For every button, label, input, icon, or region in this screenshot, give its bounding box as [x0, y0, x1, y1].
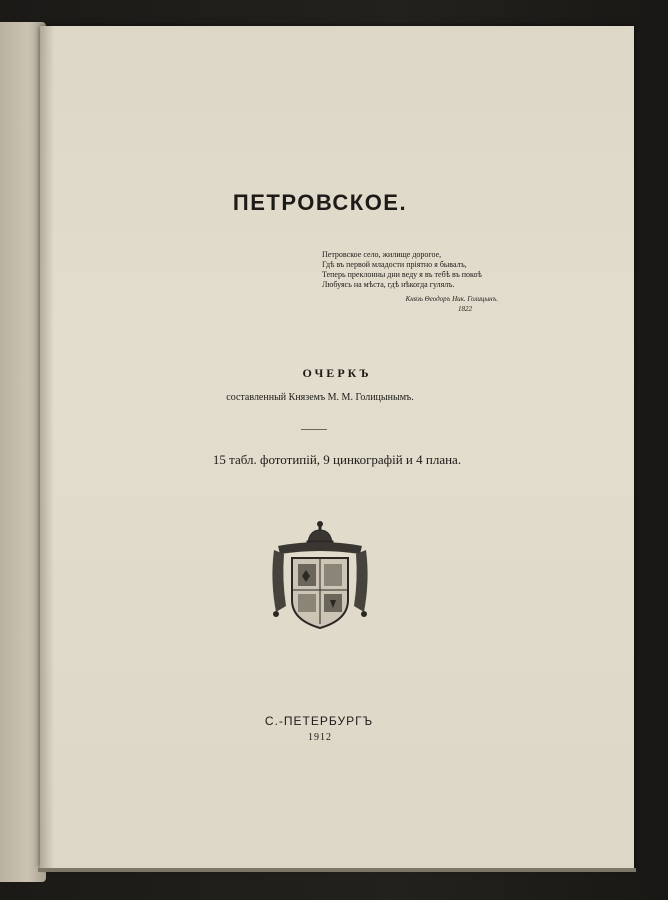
epigraph-line: Теперь преклонны дни веду я въ тебѣ въ покоѣ [322, 270, 482, 279]
epigraph-line: Гдѣ въ первой младости прiятно я бывалъ, [322, 260, 467, 269]
publication-city: С.-ПЕТЕРБУРГЪ [264, 714, 374, 728]
book-title: ПЕТРОВСКОЕ. [232, 190, 408, 215]
epigraph-year: 1822 [458, 305, 472, 313]
epigraph-attribution: Князь Ѳеодоръ Ник. Голицынъ. [405, 295, 498, 303]
book-subtitle: ОЧЕРКЪ [302, 366, 372, 380]
epigraph-line: Любуясь на мѣста, гдѣ нѣкогда гулялъ. [322, 280, 455, 289]
epigraph-line: Петровское село, жилище дорогое, [322, 250, 442, 259]
publication-year: 1912 [308, 732, 332, 743]
illustrations-note: 15 табл. фототипiй, 9 цинкографiй и 4 плана. [212, 452, 462, 467]
epigraph [322, 250, 522, 314]
coat-of-arms-icon [268, 520, 372, 632]
page-bottom-edge [38, 868, 636, 872]
divider-rule [301, 429, 327, 430]
title-page [40, 26, 634, 868]
author-line: составленный Княземъ М. М. Голицынымъ. [226, 392, 414, 403]
